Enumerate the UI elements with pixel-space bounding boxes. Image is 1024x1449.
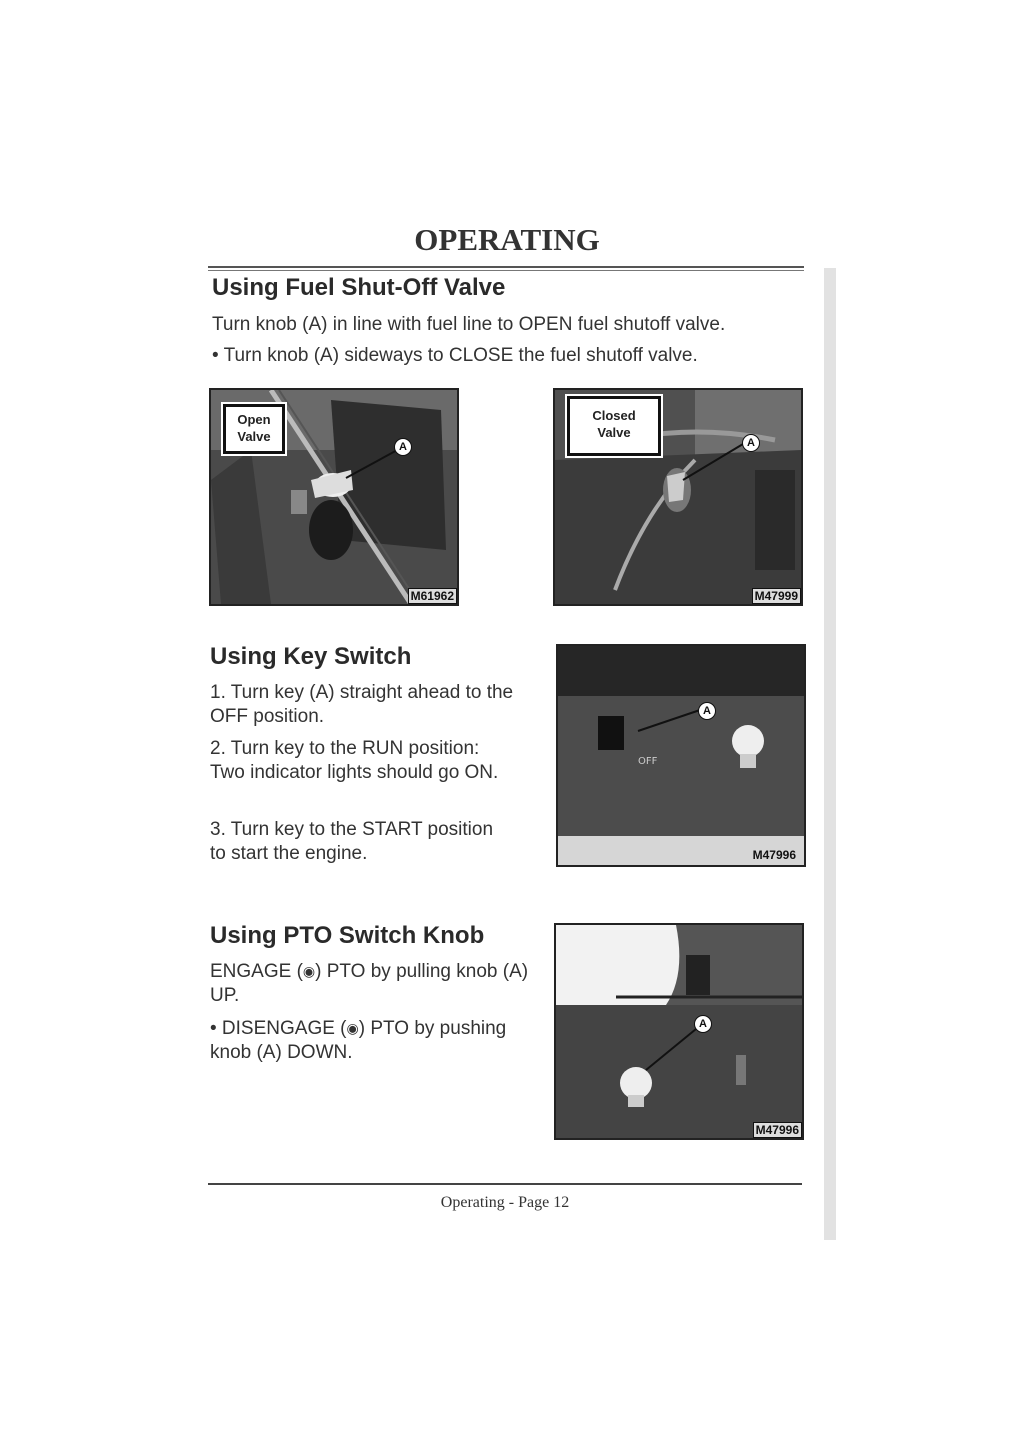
callout-a-closed: A <box>742 434 760 452</box>
pto-disengage-prefix: • DISENGAGE ( <box>210 1018 347 1039</box>
key-switch-heading: Using Key Switch <box>210 643 412 670</box>
pto-engage-prefix: ENGAGE ( <box>210 961 303 982</box>
open-valve-label-line1: Open <box>237 412 271 427</box>
title-rule <box>208 266 804 268</box>
page-footer: Operating - Page 12 <box>440 1194 570 1211</box>
page-edge-shadow <box>824 268 836 1240</box>
photo-code-m47996-pto: M47996 <box>753 1122 802 1138</box>
page-title: OPERATING <box>414 222 600 257</box>
title-rule-thin <box>208 270 804 271</box>
fuel-valve-close-text: • Turn knob (A) sideways to CLOSE the fuel shutoff valve. <box>212 345 698 366</box>
pto-engage-text <box>210 959 540 1008</box>
closed-valve-label-line1: Closed <box>592 408 636 423</box>
fuel-valve-open-text: Turn knob (A) in line with fuel line to OPEN fuel shutoff valve. <box>212 314 726 335</box>
callout-a-key: A <box>698 702 716 720</box>
photo-code-m47999: M47999 <box>752 588 801 604</box>
pto-knob-photo <box>554 923 804 1140</box>
pto-heading: Using PTO Switch Knob <box>210 922 485 949</box>
svg-text:OFF: OFF <box>638 756 658 767</box>
callout-a-open: A <box>394 438 412 456</box>
callout-a-pto: A <box>694 1015 712 1033</box>
key-switch-photo <box>556 644 806 867</box>
closed-valve-label-line2: Valve <box>597 425 631 440</box>
pto-engage-icon: ◉ <box>302 963 316 979</box>
open-valve-photo <box>209 388 459 606</box>
pto-engage-suffix: ) PTO by pulling knob (A) UP. <box>210 961 529 1006</box>
open-valve-label-line2: Valve <box>237 429 271 444</box>
footer-rule <box>208 1183 802 1185</box>
photo-code-m47996-key: M47996 <box>752 848 796 862</box>
key-step-run: 2. Turn key to the RUN position: Two indicator lights should go ON. <box>210 738 499 783</box>
fuel-valve-heading: Using Fuel Shut-Off Valve <box>212 274 506 301</box>
key-step-start: 3. Turn key to the START position to start the engine. <box>210 819 494 864</box>
closed-valve-photo <box>553 388 803 606</box>
key-step-off: 1. Turn key (A) straight ahead to the OFF position. <box>210 682 514 727</box>
pto-disengage-text <box>210 1016 550 1065</box>
pto-disengage-suffix: ) PTO by pushing knob (A) DOWN. <box>210 1018 507 1063</box>
pto-disengage-icon: ◉ <box>346 1020 359 1036</box>
photo-code-m61962: M61962 <box>408 588 457 604</box>
